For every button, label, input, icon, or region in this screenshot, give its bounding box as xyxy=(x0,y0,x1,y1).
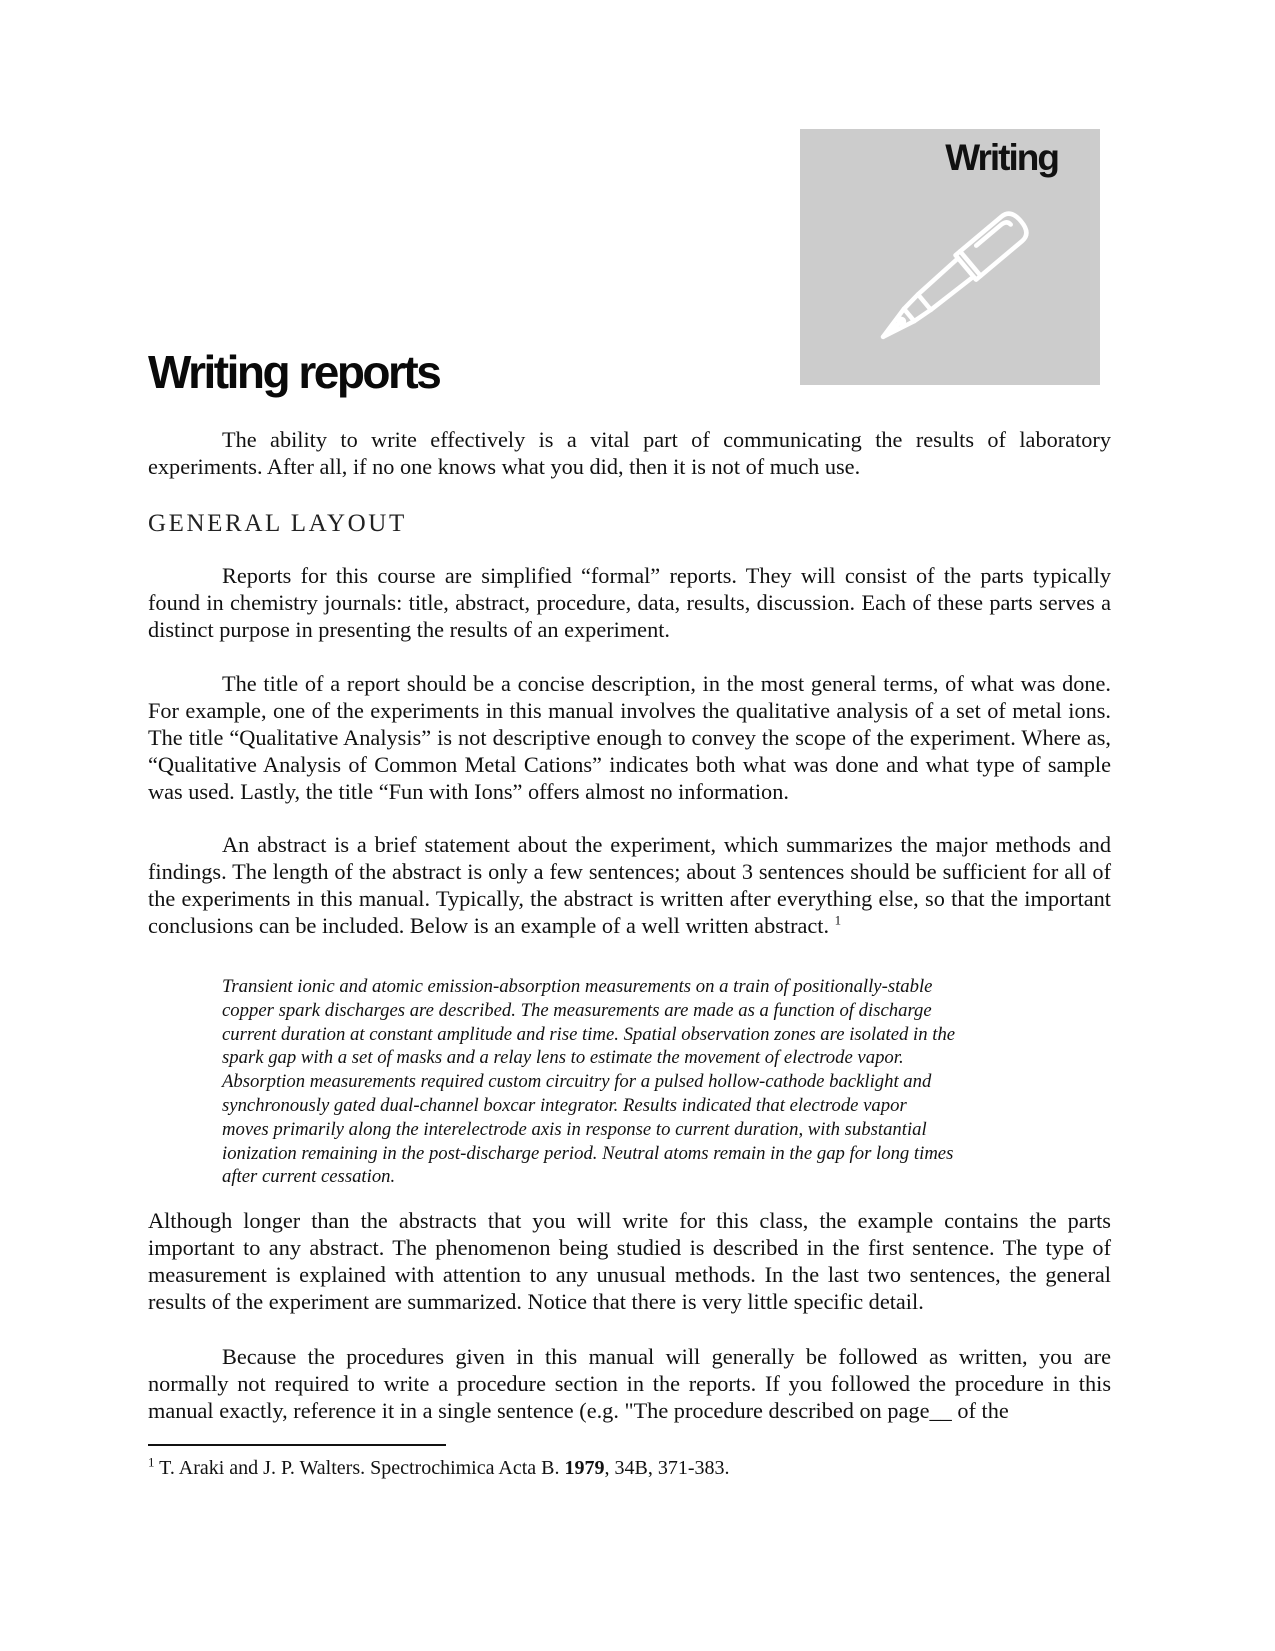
footnote-number: 1 xyxy=(148,1454,155,1470)
footnote-citation: T. Araki and J. P. Walters. Spectrochimica Acta B. xyxy=(159,1457,565,1479)
abstract-line: moves primarily along the interelectrode axis in response to current duration, with substantial xyxy=(222,1118,927,1140)
footnote-marker: 1 xyxy=(834,912,842,928)
footnote-year: 1979 xyxy=(564,1457,605,1479)
paragraph-title: The title of a report should be a concise description, in the most general terms, of what was done. For example, one of the experiments in this manual involves the qualitative analysis of a set of metal ions. The title “Qualitative Analysis” is not descriptive enough to convey the scope of the experiment. Where as, “Qualitative Analysis of Common Metal Cations” indicates both what was done and what type of sample was used. Lastly, the title “Fun with Ions” offers almost no information. xyxy=(148,671,1111,804)
abstract-line: spark gap with a set of masks and a relay lens to estimate the movement of electrode vapor. xyxy=(222,1047,904,1069)
fountain-pen-icon xyxy=(852,189,1052,369)
abstract-line: after current cessation. xyxy=(222,1166,396,1188)
section-heading: GENERAL LAYOUT xyxy=(148,510,407,537)
abstract-line: Absorption measurements required custom circuitry for a pulsed hollow-cathode backlight and xyxy=(222,1071,932,1093)
paragraph-abstract-text: An abstract is a brief statement about the experiment, which summarizes the major methods and findings. The length of the abstract is only a few sentences; about 3 sentences should be sufficient for all of the experiments in this manual. Typically, the abstract is written after everything else, so that the important conclusions can be included. Below is an example of a well written abstract. xyxy=(148,832,1111,938)
footnote xyxy=(148,1455,729,1481)
paragraph-report-parts: Reports for this course are simplified “formal” reports. They will consist of the parts typically found in chemistry journals: title, abstract, procedure, data, results, discussion. Each of these parts serves a distinct purpose in presenting the results of an experiment. xyxy=(148,563,1111,642)
abstract-line: current duration at constant amplitude and rise time. Spatial observation zones are isolated in the xyxy=(222,1023,956,1045)
example-abstract xyxy=(222,975,1047,1189)
footnote-divider xyxy=(148,1444,446,1446)
abstract-line: synchronously gated dual-channel boxcar integrator. Results indicated that electrode vapor xyxy=(222,1094,907,1116)
page-title: Writing reports xyxy=(148,346,440,398)
paragraph-after-abstract: Although longer than the abstracts that you will write for this class, the example contains the parts important to any abstract. The phenomenon being studied is described in the first sentence. The type of measurement is explained with attention to any unusual methods. In the last two sentences, the general results of the experiment are summarized. Notice that there is very little specific detail. xyxy=(148,1208,1111,1314)
abstract-line: copper spark discharges are described. The measurements are made as a function of discharge xyxy=(222,999,932,1021)
footnote-citation-tail: , 34B, 371-383. xyxy=(604,1457,730,1479)
abstract-line: Transient ionic and atomic emission-absorption measurements on a train of positionally-stable xyxy=(222,976,933,997)
badge-label: Writing xyxy=(945,137,1058,178)
paragraph-abstract xyxy=(148,831,1111,939)
writing-badge xyxy=(800,129,1100,385)
intro-paragraph: The ability to write effectively is a vital part of communicating the results of laboratory experiments. After all, if no one knows what you did, then it is not of much use. xyxy=(148,427,1111,479)
abstract-line: ionization remaining in the post-discharge period. Neutral atoms remain in the gap for long times xyxy=(222,1142,954,1164)
paragraph-procedure: Because the procedures given in this manual will generally be followed as written, you are normally not required to write a procedure section in the reports. If you followed the procedure in this manual exactly, reference it in a single sentence (e.g. "The procedure described on page__ of the xyxy=(148,1344,1111,1423)
